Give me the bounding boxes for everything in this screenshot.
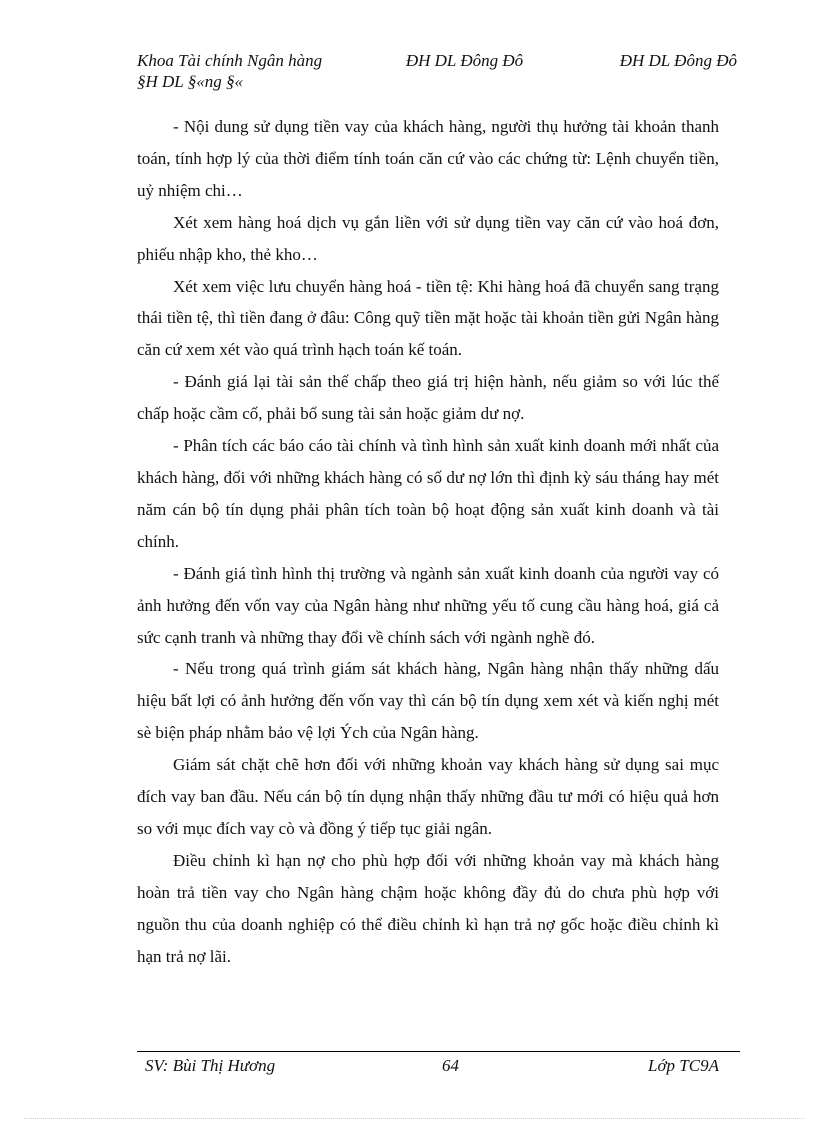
paragraph: Điều chỉnh kì hạn nợ cho phù hợp đối với những khoản vay mà khách hàng hoàn trả tiền vay cho Ngân hàng chậm hoặc không đầy đủ do chưa phù hợp với nguồn thu của doanh nghiệp có thể điều chỉnh kì hạn trả nợ gốc hoặc điều chỉnh kì hạn trả nợ lãi.: [137, 850, 719, 966]
paragraph: Giám sát chặt chẽ hơn đối với những khoản vay khách hàng sử dụng sai mục đích vay ban đầu. Nếu cán bộ tín dụng nhận thấy những đầu tư mới có hiệu quả hơn so với mục đích vay cò và đồng ý tiếp tục giải ngân.: [137, 755, 719, 838]
document-body: [137, 111, 719, 972]
page-number: 64: [442, 1056, 459, 1075]
paragraph: - Đánh giá tình hình thị trường và ngành sản xuất kinh doanh của người vay có ảnh hưởng đến vốn vay của Ngân hàng như những yếu tố cung cầu hàng hoá, giá cả sức cạnh tranh và những thay đổi về chính sách với ngành nghề đó.: [137, 563, 719, 647]
page-bottom-dotted-border: [24, 1118, 804, 1119]
header-faculty: Khoa Tài chính Ngân hàng: [137, 51, 323, 70]
paragraph: Xét xem việc lưu chuyển hàng hoá - tiền tệ: Khi hàng hoá đã chuyển sang trạng thái tiền tệ, thì tiền đang ở đâu: Công quỹ tiền mặt hoặc tài khoản tiền gửi Ngân hàng căn cứ xem xét vào quá trình hạch toán kế toán.: [137, 276, 719, 360]
footer-divider: [137, 1051, 740, 1052]
paragraph: - Nội dung sử dụng tiền vay của khách hàng, người thụ hưởng tài khoản thanh toán, tính hợp lý của thời điểm tính toán căn cứ vào các chứng từ: Lệnh chuyển tiền, uỷ nhiệm chi…: [137, 117, 719, 200]
footer-class: Lớp TC9A: [648, 1056, 719, 1075]
footer-student-name: SV: Bùi Thị Hương: [145, 1056, 276, 1075]
paragraph: Xét xem hàng hoá dịch vụ gắn liền với sử dụng tiền vay căn cứ vào hoá đơn, phiếu nhập kho, thẻ kho…: [137, 212, 719, 264]
page-footer: [137, 1055, 719, 1077]
header-university-garbled: §H DL §«ng §«: [137, 72, 243, 91]
header-row: [137, 50, 737, 71]
page-header: [137, 50, 737, 92]
header-university-repeat: ĐH DL Đông Đô: [619, 51, 737, 70]
paragraph: - Phân tích các báo cáo tài chính và tình hình sản xuất kinh doanh mới nhất của khách hàng, đối với những khách hàng có số dư nợ lớn thì định kỳ sáu tháng hay mét năm cán bộ tín dụng phải phân tích toàn bộ hoạt động sản xuất kinh doanh và tài chính.: [137, 436, 719, 551]
paragraph: - Nếu trong quá trình giám sát khách hàng, Ngân hàng nhận thấy những dấu hiệu bất lợi có ảnh hưởng đến vốn vay thì cán bộ tín dụng xem xét và kiến nghị mét sè biện pháp nhằm bảo vệ lợi Ých của Ngân hàng.: [137, 659, 719, 743]
header-university: ĐH DL Đông Đô: [405, 51, 524, 70]
paragraph: - Đánh giá lại tài sản thế chấp theo giá trị hiện hành, nếu giảm so với lúc thế chấp hoặc cầm cố, phải bổ sung tài sản hoặc giảm dư nợ.: [137, 372, 719, 424]
